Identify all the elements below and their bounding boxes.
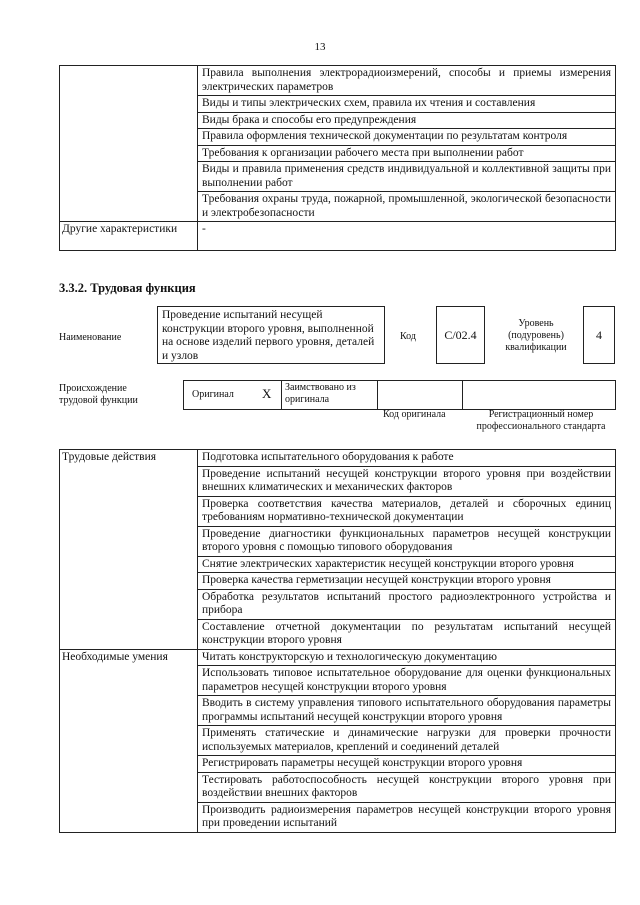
table-row: [60, 222, 616, 251]
labor-action-item: Проверка качества герметизации несущей конструкции второго уровня: [198, 573, 616, 590]
skill-item: Тестировать работоспособность несущей конструкции второго уровня при воздействии внешних факторов: [198, 772, 616, 802]
function-code-box: [436, 306, 485, 364]
skill-item: Вводить в систему управления типового испытательного оборудования параметры программы испытаний несущей конструкции второго уровня: [198, 696, 616, 726]
labor-action-item: Проведение диагностики функциональных параметров несущей конструкции второго уровня с помощью типового оборудования: [198, 526, 616, 556]
other-characteristics-value: -: [198, 222, 616, 251]
knowledge-item: Правила оформления технической документации по результатам контроля: [198, 129, 616, 146]
knowledge-item: Виды и типы электрических схем, правила их чтения и составления: [198, 96, 616, 113]
labor-action-item: Составление отчетной документации по результатам испытаний несущей конструкции второго уровня: [198, 619, 616, 649]
function-name-value: Проведение испытаний несущей конструкции второго уровня, выполненной на основе изделий первого уровня, деталей и узлов: [162, 309, 375, 362]
original-mark: X: [262, 386, 272, 401]
skill-item: Читать конструкторскую и технологическую документацию: [198, 649, 616, 666]
function-name-box: [157, 306, 385, 364]
skill-item: Использовать типовое испытательное оборудование для оценки функциональных параметров несущей конструкции второго уровня: [198, 666, 616, 696]
page-number: 13: [314, 41, 326, 53]
required-skills-label: Необходимые умения: [60, 649, 198, 832]
origin-divider: [281, 380, 282, 410]
skill-item: Регистрировать параметры несущей конструкции второго уровня: [198, 756, 616, 773]
knowledge-item: Требования к организации рабочего места при выполнении работ: [198, 145, 616, 162]
labor-actions-label: Трудовые действия: [60, 450, 198, 650]
origin-label: Происхождение трудовой функции: [59, 383, 138, 406]
original-label: Оригинал: [192, 389, 234, 400]
origin-box: [183, 380, 616, 410]
knowledge-item: Виды и правила применения средств индивидуальной и коллективной защиты при выполнении работ: [198, 162, 616, 192]
labor-action-item: Проверка соответствия качества материалов, деталей и сборочных единиц требованиям нормативно-технической документации: [198, 496, 616, 526]
origin-divider: [462, 380, 463, 410]
knowledge-item: Требования охраны труда, пожарной, промышленной, экологической безопасности и электробезопасности: [198, 192, 616, 222]
skill-item: Применять статические и динамические нагрузки для проверки прочности используемых материалов, креплений и соединений деталей: [198, 726, 616, 756]
qualification-level-value: 4: [596, 327, 602, 342]
qualification-level-label: Уровень (подуровень) квалификации: [505, 318, 567, 353]
labor-action-item: Обработка результатов испытаний простого радиоэлектронного устройства и прибора: [198, 589, 616, 619]
table-row: [60, 649, 616, 666]
labor-action-item: Снятие электрических характеристик несущей конструкции второго уровня: [198, 556, 616, 573]
code-label: Код: [400, 331, 416, 342]
knowledge-label-cell: [60, 66, 198, 222]
knowledge-item: Виды брака и способы его предупреждения: [198, 112, 616, 129]
knowledge-item: Правила выполнения электрорадиоизмерений, способы и приемы измерения электрических параметров: [198, 66, 616, 96]
labor-action-item: Проведение испытаний несущей конструкции второго уровня при воздействии внешних климатических и механических факторов: [198, 466, 616, 496]
qualification-level-box: [583, 306, 615, 364]
other-characteristics-label: Другие характеристики: [60, 222, 198, 251]
code-original-caption: Код оригинала: [383, 409, 446, 420]
table-row: [60, 450, 616, 467]
knowledge-table-continued: [59, 65, 616, 251]
borrowed-label: Заимствовано из оригинала: [285, 382, 356, 405]
labor-function-table: [59, 449, 616, 833]
section-title: 3.3.2. Трудовая функция: [59, 281, 196, 295]
registration-number-caption: Регистрационный номер профессионального стандарта: [476, 409, 606, 432]
skill-item: Производить радиоизмерения параметров несущей конструкции второго уровня при проведении испытаний: [198, 802, 616, 832]
name-label: Наименование: [59, 332, 122, 343]
table-row: [60, 66, 616, 96]
origin-divider: [377, 380, 378, 410]
function-code-value: C/02.4: [444, 327, 477, 342]
labor-action-item: Подготовка испытательного оборудования к работе: [198, 450, 616, 467]
